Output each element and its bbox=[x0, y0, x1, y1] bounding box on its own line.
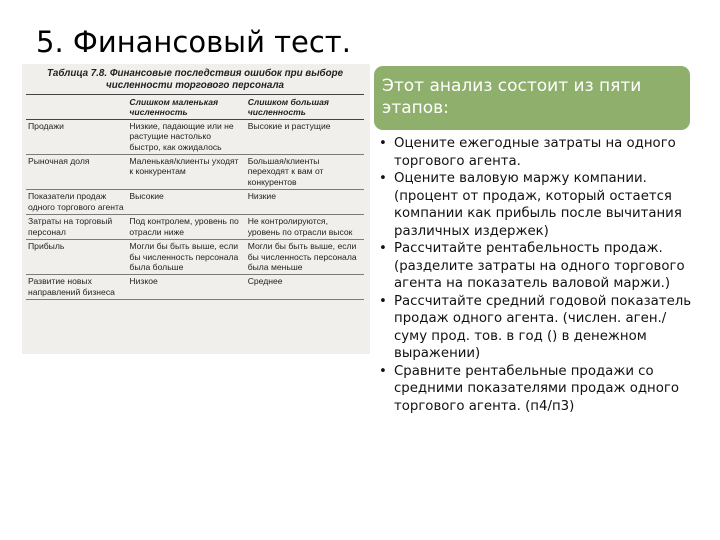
table-cell: Развитие новых направлений бизнеса bbox=[26, 275, 127, 300]
table-cell: Маленькая/клиенты уходят к конкурентам bbox=[127, 155, 245, 190]
table-header-cell bbox=[26, 95, 127, 120]
scanned-table-image bbox=[22, 64, 370, 354]
table-cell: Продажи bbox=[26, 119, 127, 154]
table-row bbox=[26, 155, 364, 190]
list-item bbox=[376, 240, 696, 293]
list-item bbox=[376, 135, 696, 170]
table-cell: Среднее bbox=[246, 275, 364, 300]
table-row bbox=[26, 240, 364, 275]
list-item-text: Рассчитайте средний годовой показатель продаж одного агента. (числен. аген./ суму прод. тов. в год () в денежном выражении) bbox=[394, 293, 692, 361]
list-item bbox=[376, 293, 696, 363]
table-row bbox=[26, 190, 364, 215]
list-item bbox=[376, 170, 696, 240]
table-cell: Под контролем, уровень по отрасли ниже bbox=[127, 215, 245, 240]
table-header-cell: Слишком маленькая численность bbox=[127, 95, 245, 120]
bullet-marker: • bbox=[379, 241, 387, 256]
list-item-text: Рассчитайте рентабельность продаж. (разделите затраты на одного торгового агента на показатель валовой маржи.) bbox=[394, 241, 685, 291]
bullet-marker: • bbox=[379, 171, 387, 186]
intro-callout-box bbox=[374, 66, 690, 130]
bullet-marker: • bbox=[379, 293, 387, 309]
table-caption-line-2: численности торгового персонала bbox=[106, 80, 284, 91]
table-cell: Могли бы быть выше, если бы численность персонала была больше bbox=[127, 240, 245, 275]
table-row bbox=[26, 119, 364, 154]
list-item bbox=[376, 363, 696, 416]
table-row bbox=[26, 275, 364, 300]
list-item-text: Сравните рентабельные продажи со средними показателями продаж одного торгового агента. (п4/п3) bbox=[394, 363, 680, 414]
bullet-marker: • bbox=[379, 136, 387, 151]
consequences-table bbox=[26, 94, 364, 300]
table-header-cell: Слишком большая численность bbox=[246, 95, 364, 120]
table-cell: Низкие, падающие или не растущие настолько быстро, как ожидалось bbox=[127, 119, 245, 154]
table-cell: Показатели продаж одного торгового агента bbox=[26, 190, 127, 215]
table-cell: Низкое bbox=[127, 275, 245, 300]
table-cell: Могли бы быть выше, если бы численность персонала была меньше bbox=[246, 240, 364, 275]
table-cell: Не контролируются, уровень по отрасли высок bbox=[246, 215, 364, 240]
slide-title: 5. Финансовый тест. bbox=[36, 25, 351, 59]
table-cell: Низкие bbox=[246, 190, 364, 215]
table-row bbox=[26, 215, 364, 240]
table-cell: Прибыль bbox=[26, 240, 127, 275]
table-cell: Большая/клиенты переходят к вам от конкурентов bbox=[246, 155, 364, 190]
table-header-row bbox=[26, 95, 364, 120]
table-cell: Затраты на торговый персонал bbox=[26, 215, 127, 240]
table-caption bbox=[26, 68, 364, 92]
intro-callout-text: Этот анализ состоит из пяти этапов: bbox=[382, 76, 642, 118]
list-item-text: Оцените валовую маржу компании. (процент от продаж, который остается компании как прибыль после вычитания различных издержек) bbox=[394, 171, 682, 239]
bullet-marker: • bbox=[379, 363, 387, 379]
table-cell: Высокие bbox=[127, 190, 245, 215]
table-cell: Высокие и растущие bbox=[246, 119, 364, 154]
table-caption-line-1: Таблица 7.8. Финансовые последствия ошибок при выборе bbox=[46, 68, 344, 79]
steps-bullet-list bbox=[376, 135, 696, 415]
table-cell: Рыночная доля bbox=[26, 155, 127, 190]
list-item-text: Оцените ежегодные затраты на одного торгового агента. bbox=[394, 136, 676, 169]
